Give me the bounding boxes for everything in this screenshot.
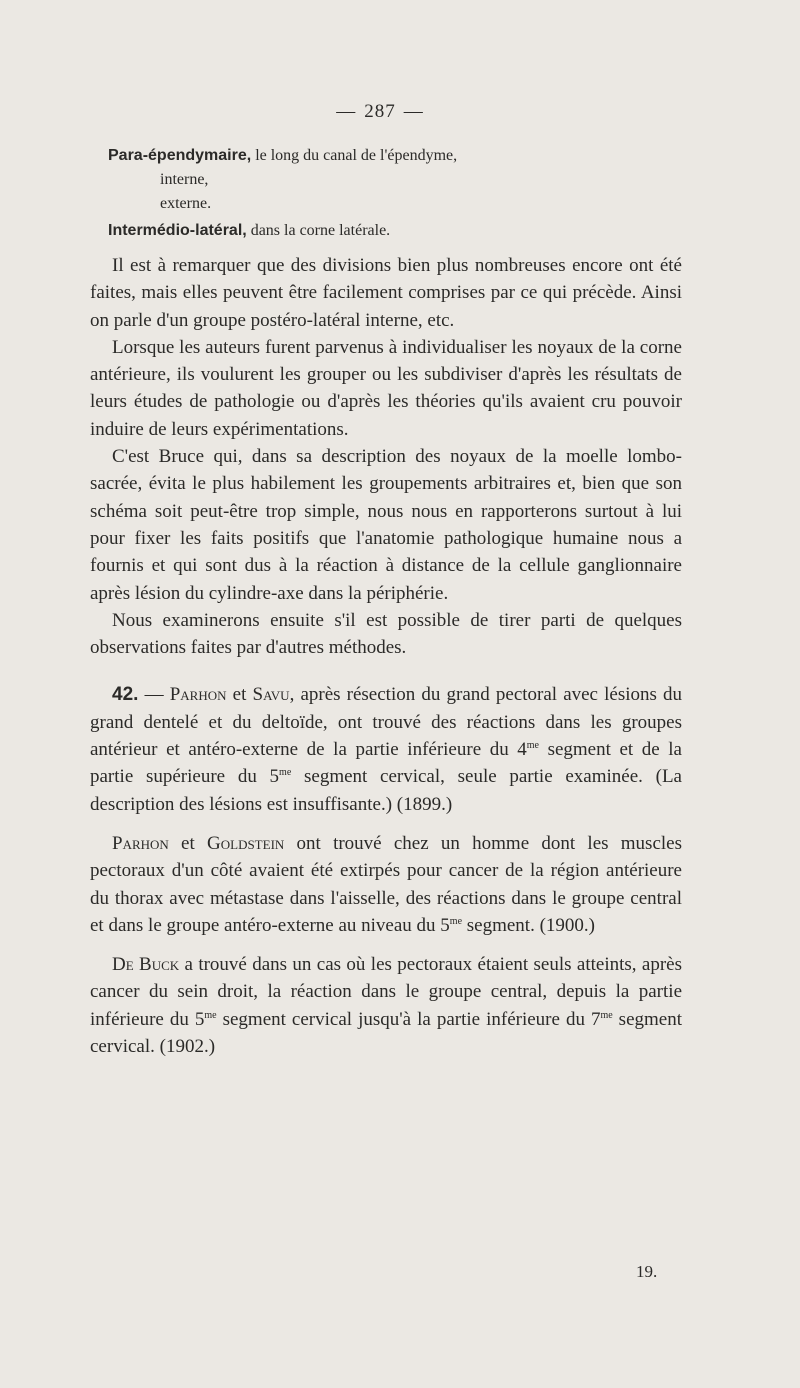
paragraph-4: Nous examinerons ensuite s'il est possible de tirer parti de quelques observations faites par d'autres méthodes. <box>90 609 682 659</box>
superscript-me: me <box>449 915 463 927</box>
signature-mark: 19. <box>636 1262 658 1281</box>
conjunction: et <box>181 832 195 854</box>
paragraph-2: Lorsque les auteurs furent parvenus à individualiser les noyaux de la corne antérieure, ils voulurent les grouper ou les subdiviser d'après les résultats de leurs études de pathologie ou d'après les théories qu'ils avaient cru pouvoir induire de leurs expérimentations. <box>90 336 682 440</box>
superscript-me: me <box>526 740 539 752</box>
author-goldstein: Goldstein <box>207 832 285 854</box>
list-term-1: Para-épendymaire, <box>108 147 252 164</box>
paragraph-debuck <box>90 951 682 1060</box>
list-subitem-externe: externe. <box>160 195 212 212</box>
debuck-text-2: segment cervical jusqu'à la partie inférieure du 7 <box>216 1008 601 1030</box>
header-dash-right: — <box>403 101 424 122</box>
paragraph-1: Il est à remarquer que des divisions bien plus nombreuses encore ont été faites, mais elles peuvent être facilement comprises par ce qui précède. Ainsi on parle d'un groupe postéro-latéral interne, etc. <box>90 255 682 331</box>
list-item-para-ependymaire <box>108 144 457 168</box>
list-subitem-interne: interne, <box>160 171 209 188</box>
section-dash: — <box>144 684 164 706</box>
list-term-2: Intermédio-latéral, <box>108 222 247 239</box>
goldstein-text-1: ont trouvé chez un homme dont les muscles pectoraux d'un côté avaient été extirpés pour cancer de la région antérieure du thorax avec métastase dans l'aisselle, des réactions dans le groupe central et dans le groupe antéro-externe au niveau du 5 <box>90 832 682 936</box>
goldstein-text-2: segment. (1900.) <box>462 914 595 936</box>
author-parhon: Parhon <box>169 684 227 706</box>
list-item-intermedio-lateral <box>108 219 457 243</box>
superscript-me: me <box>600 1009 613 1021</box>
page-number: 287 <box>364 101 396 122</box>
list-text-1: le long du canal de l'épendyme, <box>255 147 458 164</box>
paragraph-section-42 <box>90 681 682 817</box>
header-dash-left: — <box>336 101 357 122</box>
page-header <box>0 101 760 123</box>
paragraph-goldstein <box>90 830 682 939</box>
nuclei-list <box>108 144 457 243</box>
debuck-text-1: a trouvé dans un cas où les pectoraux étaient seuls atteints, après cancer du sein droit, la réaction dans le groupe central, depuis la partie inférieure du 5 <box>90 954 682 1030</box>
author-de-buck: De Buck <box>112 954 180 976</box>
author-savu: Savu <box>252 684 290 706</box>
body-text <box>90 252 682 1060</box>
superscript-me: me <box>204 1009 217 1021</box>
paragraph-3: C'est Bruce qui, dans sa description des noyaux de la moelle lombo-sacrée, évita le plus habilement les groupements arbitraires et, bien que son schéma soit peut-être trop simple, nous nous en rapporterons surtout à lui pour fixer les faits positifs que l'anatomie pathologique humaine nous a fournis et qui sont dus à la réaction à distance de la cellule ganglionnaire après lésion du cylindre-axe dans la périphérie. <box>90 446 682 604</box>
list-text-2: dans la corne latérale. <box>250 222 391 239</box>
section-text-1: , après résection du grand pectoral avec lésions du grand dentelé et du deltoïde, ont trouvé des réactions dans les groupes antérieur et antéro-externe de la partie inférieure du 4 <box>90 684 683 761</box>
section-text-3: segment cervical, seule partie examinée. (La description des lésions est insuffisante.) (1899.) <box>90 766 682 815</box>
section-text-2: segment et de la partie supérieure du 5 <box>90 739 682 788</box>
debuck-text-3: segment cervical. (1902.) <box>90 1008 683 1058</box>
conjunction: et <box>232 684 247 706</box>
superscript-me: me <box>279 767 292 779</box>
author-parhon: Parhon <box>112 832 169 854</box>
section-number: 42. <box>112 684 139 706</box>
